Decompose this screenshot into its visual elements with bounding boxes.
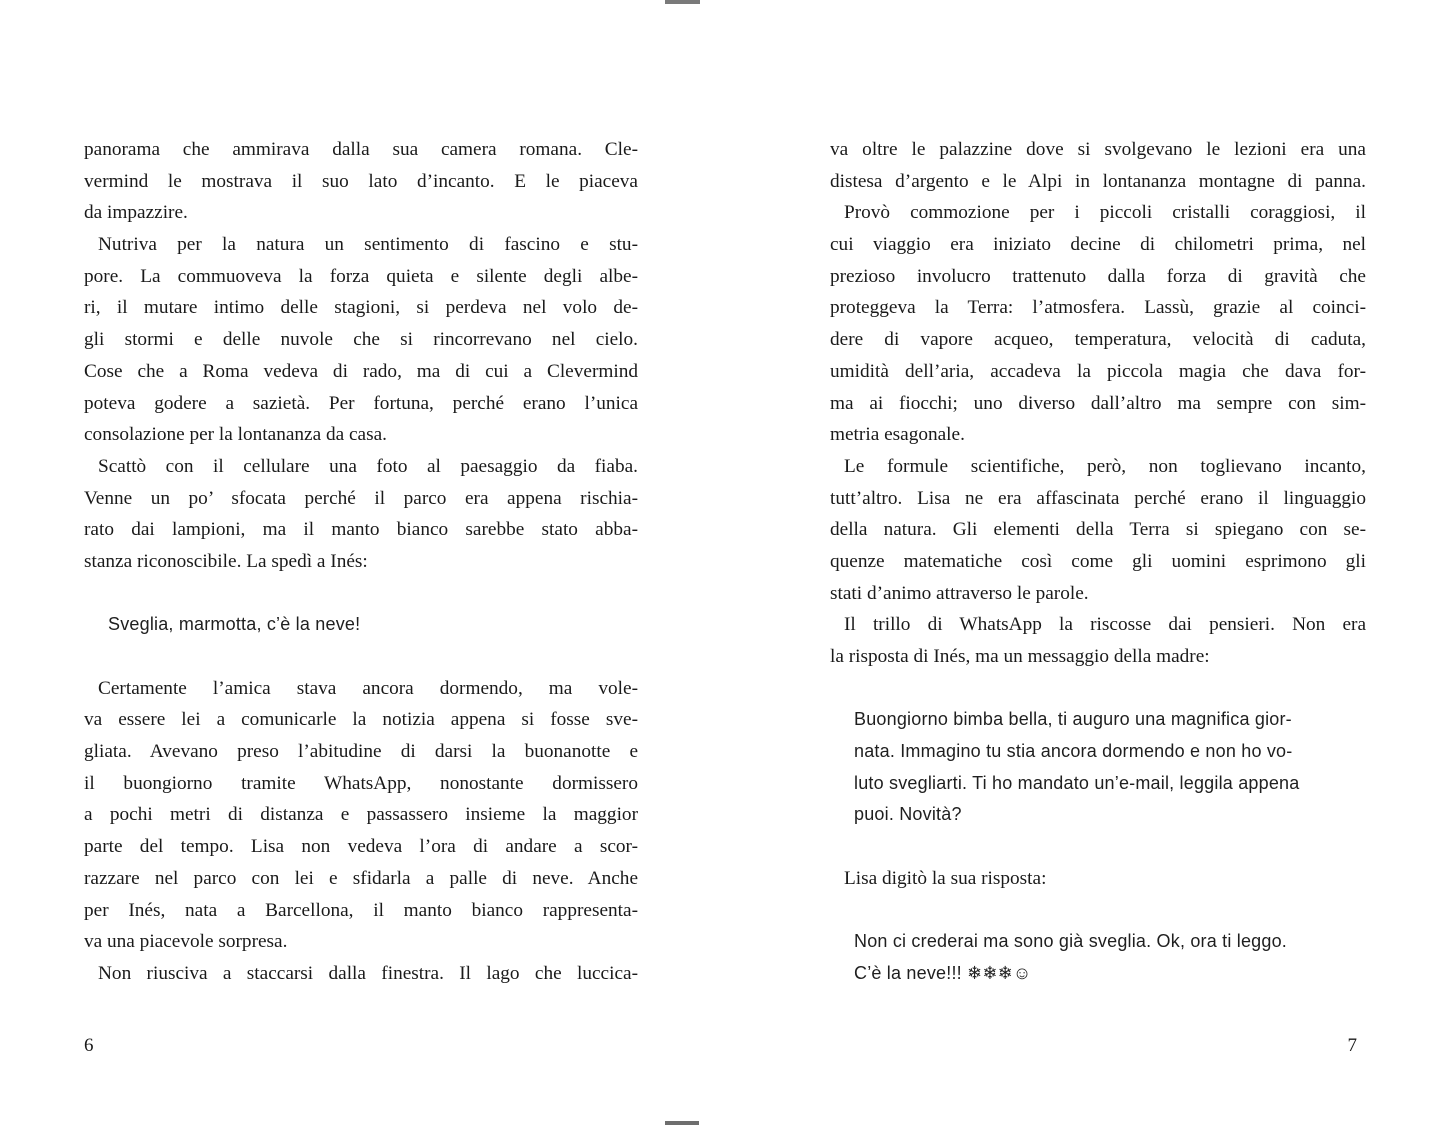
text-line: umidità dell’aria, accadeva la piccola magia che dava for-	[830, 360, 1366, 382]
scan-crop-mark-top	[665, 0, 700, 4]
scan-crop-mark-bottom	[665, 1121, 699, 1125]
text-line: tutt’altro. Lisa ne era affascinata perché erano il linguaggio	[830, 487, 1366, 509]
text-line: metria esagonale.	[830, 424, 965, 446]
text-line: dere di vapore acqueo, temperatura, velocità di caduta,	[830, 329, 1366, 351]
text-line: Nutriva per la natura un sentimento di fascino e stu-	[98, 234, 638, 256]
text-line: cui viaggio era iniziato decine di chilometri prima, nel	[830, 234, 1366, 256]
text-line: Il trillo di WhatsApp la riscosse dai pensieri. Non era	[844, 614, 1366, 636]
paragraph	[830, 609, 1366, 672]
text-line: Buongiorno bimba bella, ti auguro una magnifica gior-	[854, 709, 1292, 730]
paragraph	[84, 451, 638, 578]
text-line: C’è la neve!!! ❄❄❄☺	[854, 962, 1032, 983]
paragraph	[84, 958, 638, 990]
text-line: ma ai fiocchi; uno diverso dall’altro ma sempre con sim-	[830, 392, 1366, 414]
text-line: a pochi metri di distanza e passassero insieme la maggior	[84, 804, 638, 826]
text-line: Lisa digitò la sua risposta:	[844, 867, 1047, 889]
text-line: da impazzire.	[84, 202, 188, 224]
text-line: stati d’animo attraverso le parole.	[830, 582, 1089, 604]
text-line: va oltre le palazzine dove si svolgevano le lezioni era una	[830, 139, 1366, 160]
left-page-text	[84, 134, 638, 990]
text-line: gli stormi e delle nuvole che si rincorrevano nel cielo.	[84, 329, 638, 351]
paragraph	[84, 229, 638, 451]
text-line: vermind le mostrava il suo lato d’incanto. E le piaceva	[84, 170, 638, 192]
text-line: Non riusciva a staccarsi dalla finestra. Il lago che luccica-	[98, 962, 638, 984]
page-number-left: 6	[84, 1035, 94, 1056]
text-line: puoi. Novità?	[854, 804, 962, 825]
text-line: Scattò con il cellulare una foto al paesaggio da fiaba.	[98, 455, 638, 477]
text-line: per Inés, nata a Barcellona, il manto bianco rappresenta-	[84, 899, 638, 921]
text-line: della natura. Gli elementi della Terra si spiegano con se-	[830, 519, 1366, 541]
text-line: Venne un po’ sfocata perché il parco era appena rischia-	[84, 487, 638, 509]
text-line: prezioso involucro trattenuto dalla forza di gravità che	[830, 265, 1366, 287]
text-line: proteggeva la Terra: l’atmosfera. Lassù, grazie al coinci-	[830, 297, 1366, 319]
text-line: pore. La commuoveva la forza quieta e silente degli albe-	[84, 265, 638, 287]
text-line: va una piacevole sorpresa.	[84, 931, 288, 953]
paragraph	[830, 197, 1366, 451]
text-line: nata. Immagino tu stia ancora dormendo e non ho vo-	[854, 741, 1293, 762]
text-line: il buongiorno tramite WhatsApp, nonostante dormissero	[84, 772, 638, 794]
text-line: luto svegliarti. Ti ho mandato un’e-mail, leggila appena	[854, 772, 1300, 793]
text-line: Sveglia, marmotta, c’è la neve!	[108, 614, 361, 635]
text-line: consolazione per la lontananza da casa.	[84, 424, 387, 446]
text-line: ri, il mutare intimo delle stagioni, si perdeva nel volo de-	[84, 297, 638, 319]
paragraph	[830, 134, 1366, 197]
text-line: rato dai lampioni, ma il manto bianco sarebbe stato abba-	[84, 519, 638, 541]
text-line: quenze matematiche così come gli uomini esprimono gli	[830, 550, 1366, 572]
whatsapp-message	[830, 926, 1366, 989]
paragraph	[84, 134, 638, 229]
text-line: Non ci crederai ma sono già sveglia. Ok, ora ti leggo.	[854, 931, 1288, 952]
text-line: gliata. Avevano preso l’abitudine di darsi la buonanotte e	[84, 741, 638, 763]
text-line: stanza riconoscibile. La spedì a Inés:	[84, 550, 368, 572]
text-line: panorama che ammirava dalla sua camera romana. Cle-	[84, 139, 638, 160]
paragraph	[830, 863, 1366, 895]
text-line: razzare nel parco con lei e sfidarla a palle di neve. Anche	[84, 867, 638, 889]
text-line: Cose che a Roma vedeva di rado, ma di cui a Clevermind	[84, 360, 638, 382]
text-line: Provò commozione per i piccoli cristalli coraggiosi, il	[844, 202, 1366, 224]
whatsapp-message	[830, 704, 1366, 831]
whatsapp-message	[84, 609, 638, 641]
paragraph	[84, 673, 638, 958]
text-line: poteva godere a sazietà. Per fortuna, perché erano l’unica	[84, 392, 638, 414]
right-page-text	[830, 134, 1366, 990]
text-line: Certamente l’amica stava ancora dormendo, ma vole-	[98, 677, 638, 699]
text-line: parte del tempo. Lisa non vedeva l’ora di andare a scor-	[84, 836, 638, 858]
text-line: la risposta di Inés, ma un messaggio della madre:	[830, 646, 1210, 667]
paragraph	[830, 451, 1366, 609]
page-number-right: 7	[1347, 1035, 1357, 1056]
text-line: Le formule scientifiche, però, non toglievano incanto,	[844, 455, 1366, 477]
text-line: va essere lei a comunicarle la notizia appena si fosse sve-	[84, 709, 638, 731]
text-line: distesa d’argento e le Alpi in lontananza montagne di panna.	[830, 170, 1366, 192]
